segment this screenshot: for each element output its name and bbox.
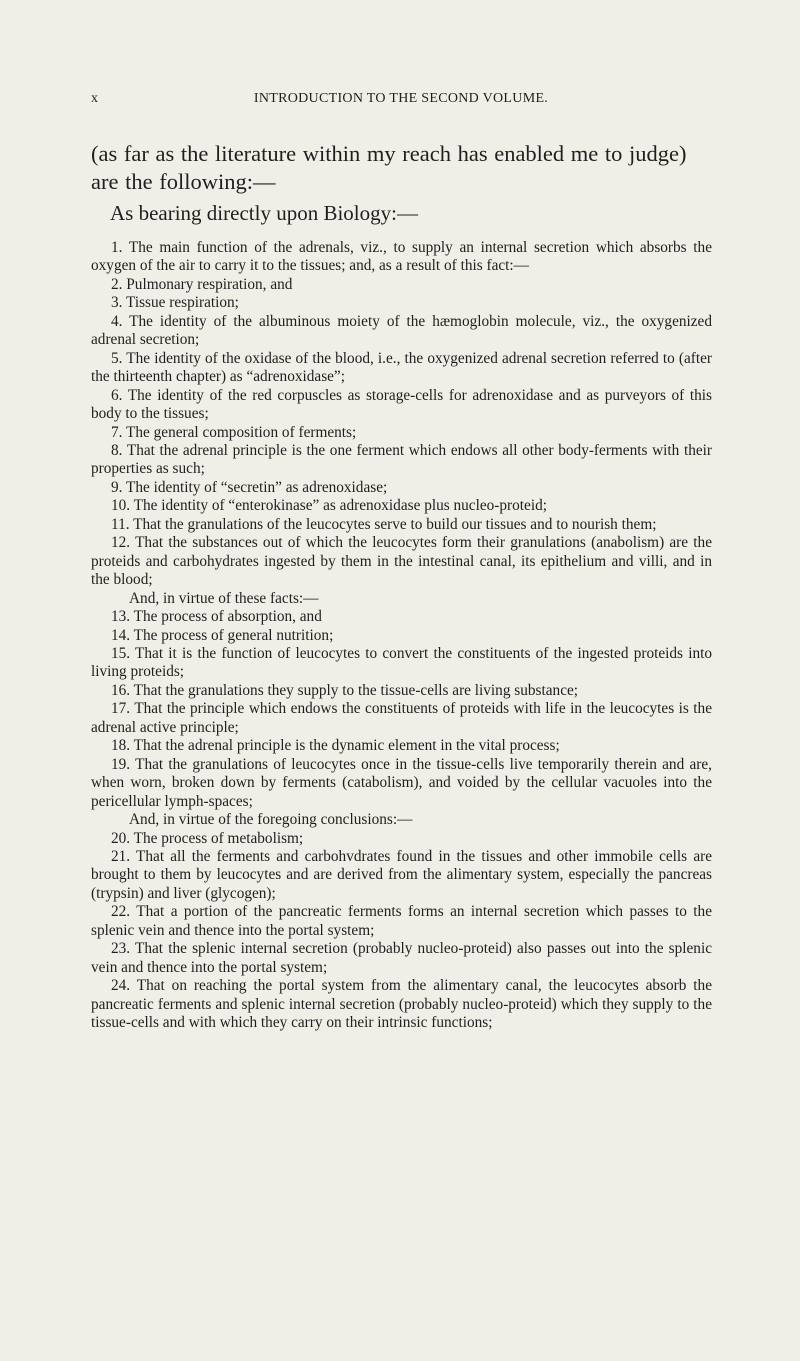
connective-line: And, in virtue of these facts:— (129, 589, 319, 607)
list-item: 16. That the granulations they supply to the tissue-cells are living substance; (111, 681, 579, 699)
list-item: 13. The process of absorption, and (111, 608, 322, 626)
list-item: 6. The identity of the red corpuscles as storage-cells for adrenoxidase and as purveyors of this body to the tissues; (91, 386, 712, 423)
list-item: 22. That a portion of the pancreatic ferments forms an internal secretion which passes to the splenic vein and thence into the portal system; (91, 903, 712, 939)
intro-paragraph: (as far as the literature within my reach has enabled me to judge) are the following:— (91, 141, 687, 194)
list-item: 3. Tissue respiration; (111, 294, 239, 312)
list-item: 23. That the splenic internal secretion (probably nucleo-proteid) also passes out into the splenic vein and thence into the portal system; (91, 940, 712, 976)
list-item: 20. The process of metabolism; (111, 829, 304, 847)
list-item: 17. That the principle which endows the constituents of proteids with life in the leucocytes is the adrenal active principle; (91, 700, 712, 736)
list-item: 10. The identity of “enterokinase” as adrenoxidase plus nucleo-proteid; (111, 497, 547, 515)
list-item: 14. The process of general nutrition; (111, 626, 334, 644)
list-item: 2. Pulmonary respiration, and (111, 275, 293, 293)
list-item: 12. That the substances out of which the leucocytes form their granulations (anabolism) are the proteids and carbohydrates ingested by them in the intestinal canal, its epithelium and villi, and in the blood; (91, 534, 712, 589)
numbered-list (91, 239, 712, 1032)
running-head (91, 91, 711, 111)
list-item: 5. The identity of the oxidase of the blood, i.e., the oxygenized adrenal secretion referred to (after the thirteenth chapter) as “adrenoxidase”; (91, 349, 712, 386)
list-item: 7. The general composition of ferments; (111, 423, 357, 441)
list-item: 15. That it is the function of leucocytes to convert the constituents of the ingested proteids into living proteids; (91, 644, 712, 681)
list-item: 1. The main function of the adrenals, viz., to supply an internal secretion which absorbs the oxygen of the air to carry it to the tissues; and, as a result of this fact:— (91, 239, 712, 275)
running-title: INTRODUCTION TO THE SECOND VOLUME. (253, 91, 549, 106)
list-item: 8. That the adrenal principle is the one ferment which endows all other body-ferments with their properties as such; (91, 441, 712, 478)
page-number: x (91, 91, 99, 106)
list-item: 24. That on reaching the portal system from the alimentary canal, the leucocytes absorb the pancreatic ferments and splenic internal secretion (probably nucleo-proteid) which they supply to the tissue-cells and with which they carry on their intrinsic functions; (91, 977, 712, 1032)
section-subheading: As bearing directly upon Biology:— (110, 201, 418, 225)
list-item: 18. That the adrenal principle is the dynamic element in the vital process; (111, 737, 560, 755)
list-item: 11. That the granulations of the leucocytes serve to build our tissues and to nourish them; (111, 515, 657, 533)
connective-line: And, in virtue of the foregoing conclusions:— (129, 811, 413, 829)
list-item: 9. The identity of “secretin” as adrenoxidase; (111, 478, 388, 496)
list-item: 4. The identity of the albuminous moiety of the hæmoglobin molecule, viz., the oxygenized adrenal secretion; (91, 312, 712, 349)
list-item: 19. That the granulations of leucocytes once in the tissue-cells live temporarily therein and are, when worn, broken down by ferments (catabolism), and voided by the cellular vacuoles into the pericellular lymph-spaces; (91, 755, 712, 810)
list-item: 21. That all the ferments and carbohvdrates found in the tissues and other immobile cells are brought to them by leucocytes and are derived from the alimentary system, especially the pancreas (trypsin) and liver (glycogen); (91, 847, 712, 902)
